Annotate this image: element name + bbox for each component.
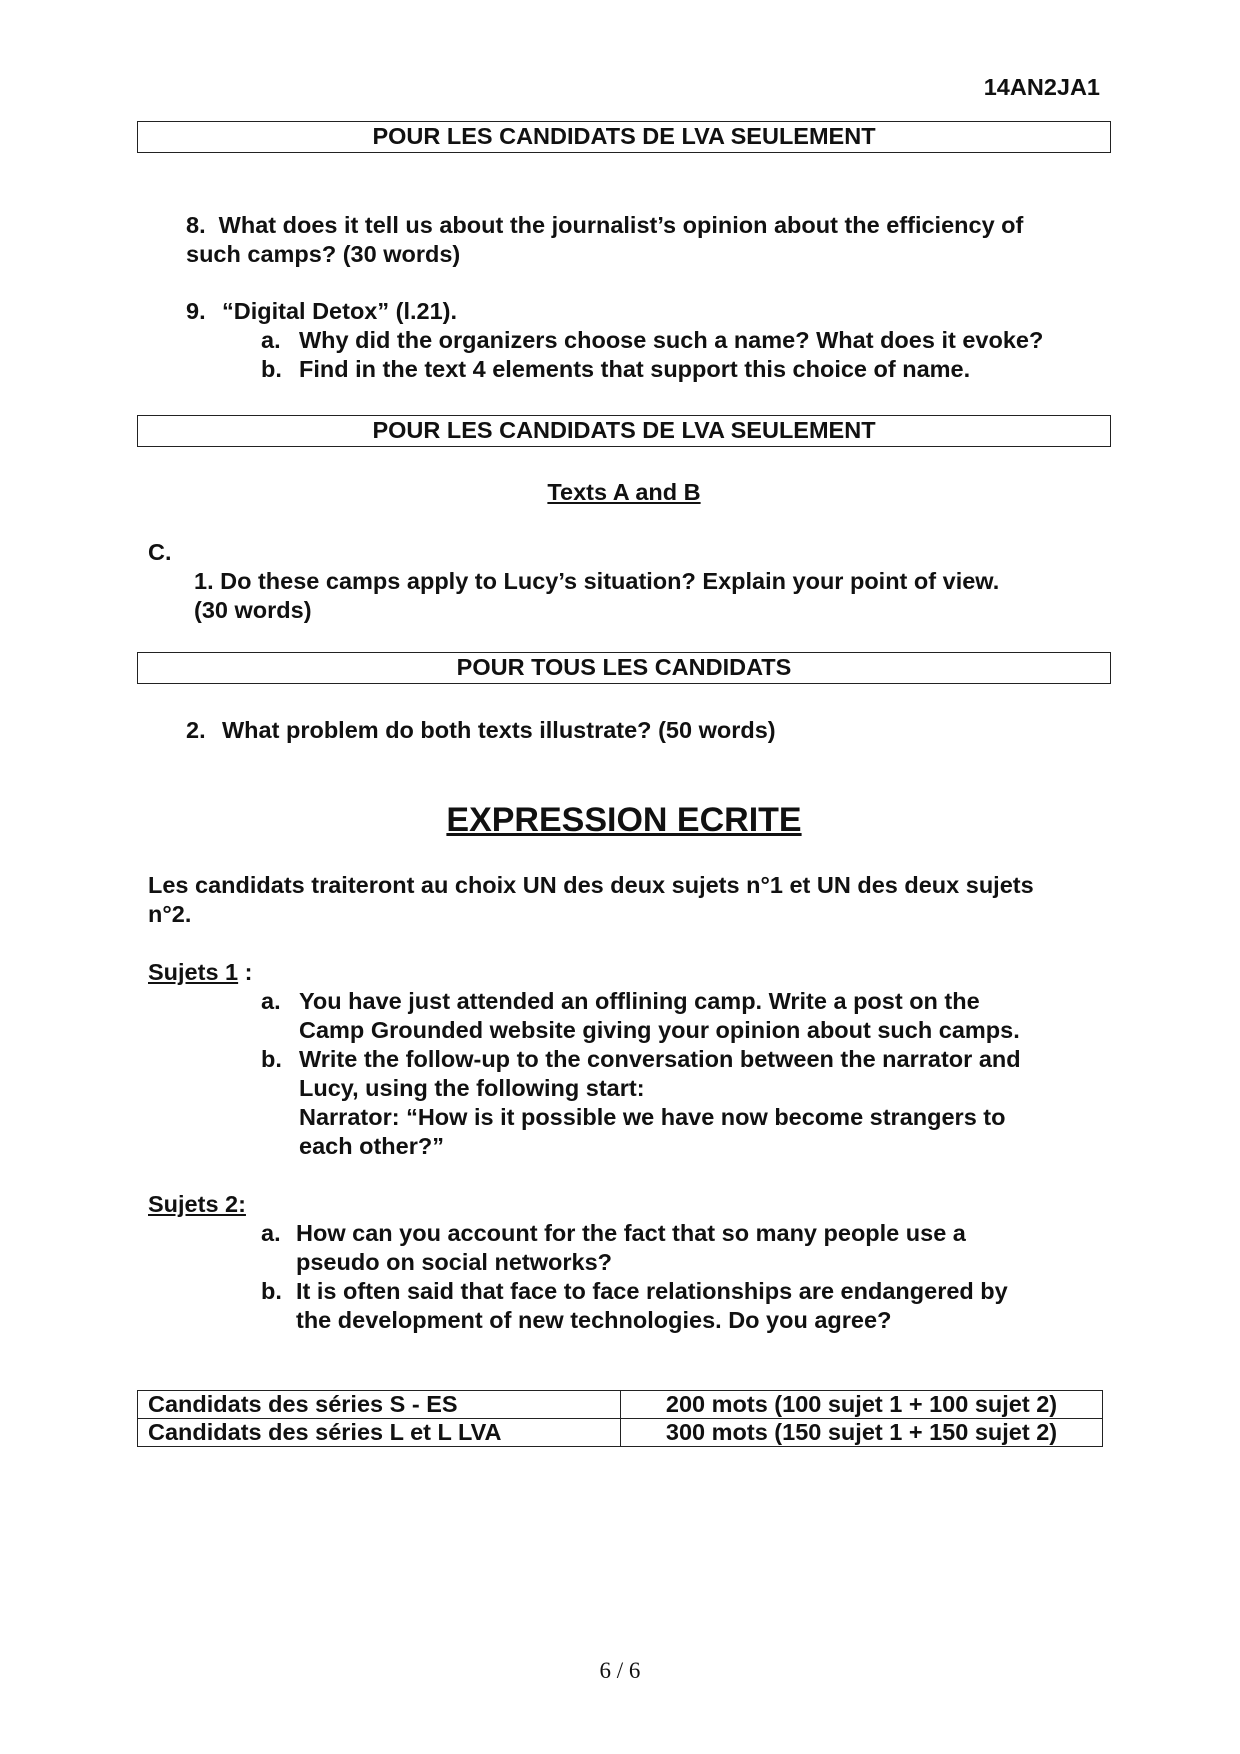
question-9b-text: Find in the text 4 elements that support this choice of name.	[299, 356, 971, 382]
sujet-2b-line-1: It is often said that face to face relationships are endangered by	[296, 1278, 1008, 1304]
sujets-2-label: Sujets 2:	[148, 1191, 246, 1217]
sujet-1a-letter: a.	[261, 988, 281, 1014]
section-box-all: POUR TOUS LES CANDIDATS	[137, 652, 1111, 684]
expression-intro-line-2: n°2.	[148, 901, 192, 927]
sujets-2-heading	[148, 1190, 246, 1219]
section-box-lva-2: POUR LES CANDIDATS DE LVA SEULEMENT	[137, 415, 1111, 447]
sujet-1a-line-2: Camp Grounded website giving your opinion about such camps.	[299, 1017, 1020, 1043]
section-c-question-1-line-2: (30 words)	[194, 597, 312, 623]
question-9b	[261, 355, 970, 384]
sujet-2a-line-1: How can you account for the fact that so many people use a	[296, 1220, 966, 1246]
question-9a-letter: a.	[261, 327, 281, 353]
sujet-2b-letter: b.	[261, 1278, 282, 1304]
word-count-table	[137, 1390, 1103, 1447]
question-9-number: 9.	[186, 298, 206, 324]
sujet-1a-line-1: You have just attended an offlining camp. Write a post on the	[299, 988, 980, 1014]
sujet-1b-line-4: each other?”	[299, 1133, 444, 1159]
table-cell-words: 200 mots (100 sujet 1 + 100 sujet 2)	[621, 1391, 1103, 1419]
sujet-1b-letter: b.	[261, 1046, 282, 1072]
sujet-1b-line-2: Lucy, using the following start:	[299, 1075, 645, 1101]
question-8-line-1	[186, 211, 1099, 240]
texts-a-b-label: Texts A and B	[547, 479, 701, 505]
question-8-text: What does it tell us about the journalist’s opinion about the efficiency of	[218, 212, 1024, 238]
page-number: 6 / 6	[599, 1658, 641, 1683]
question-9-title	[186, 297, 457, 326]
question-9a-text: Why did the organizers choose such a name? What does it evoke?	[299, 327, 1044, 353]
question-9-label: “Digital Detox” (l.21).	[222, 298, 458, 324]
sujets-1-label: Sujets 1	[148, 959, 239, 985]
sujets-1-colon: :	[238, 959, 253, 985]
texts-a-b-heading	[137, 478, 1111, 507]
table-row	[138, 1419, 1103, 1447]
table-cell-words: 300 mots (150 sujet 1 + 150 sujet 2)	[621, 1419, 1103, 1447]
sujet-2a-line-2: pseudo on social networks?	[296, 1249, 612, 1275]
question-9b-letter: b.	[261, 356, 282, 382]
section-c-label: C.	[148, 539, 172, 565]
question-9a	[261, 326, 1043, 355]
sujets-1-heading	[148, 958, 252, 987]
table-row	[138, 1391, 1103, 1419]
table-cell-series: Candidats des séries L et L LVA	[138, 1419, 621, 1447]
document-reference: 14AN2JA1	[983, 74, 1100, 100]
sujet-1b-line-3: Narrator: “How is it possible we have now become strangers to	[299, 1104, 1006, 1130]
section-c-question-2-text: What problem do both texts illustrate? (50 words)	[222, 717, 776, 743]
question-8-line-2: such camps? (30 words)	[186, 241, 461, 267]
section-c-question-1-line-1: 1. Do these camps apply to Lucy’s situation? Explain your point of view.	[194, 568, 1000, 594]
sujet-2a-letter: a.	[261, 1220, 281, 1246]
table-cell-series: Candidats des séries S - ES	[138, 1391, 621, 1419]
question-8-number: 8.	[186, 212, 206, 238]
expression-ecrite-title: EXPRESSION ECRITE	[446, 801, 802, 839]
section-c-question-2	[186, 716, 776, 745]
sujet-2b-line-2: the development of new technologies. Do you agree?	[296, 1307, 892, 1333]
sujet-1b-line-1: Write the follow-up to the conversation between the narrator and	[299, 1046, 1021, 1072]
section-box-lva-1: POUR LES CANDIDATS DE LVA SEULEMENT	[137, 121, 1111, 153]
section-c-question-2-number: 2.	[186, 717, 206, 743]
expression-intro-line-1: Les candidats traiteront au choix UN des deux sujets n°1 et UN des deux sujets	[148, 872, 1034, 898]
